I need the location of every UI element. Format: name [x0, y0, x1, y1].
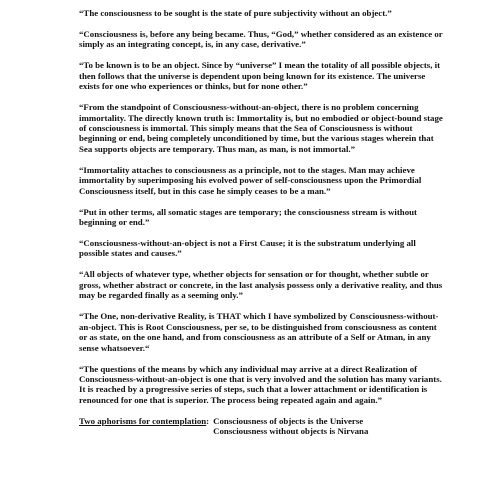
quote-paragraph: “From the standpoint of Consciousness-without-an-object, there is no problem concerning immortality. The directly known truth is: Immortality is, but no embodied or object-bound stage of consciousness is immortal. This simply means that the Sea of Consciousness is without beginning or end, being completely unconditioned by time, but the various stages wherein that Sea supports objects are temporary. Thus man, as man, is not immortal.” [79, 102, 443, 154]
aphorisms-section [79, 416, 445, 437]
quote-paragraph: “Consciousness is, before any being became. Thus, “God,” whether considered as an existence or simply as an integrating concept, is, in any case, derivative.” [79, 29, 443, 50]
quote-paragraph: “The consciousness to be sought is the state of pure subjectivity without an object.” [79, 8, 392, 18]
aphorisms-list [213, 416, 445, 437]
aphorisms-colon: : [206, 415, 210, 426]
quote-paragraph: “Immortality attaches to consciousness as a principle, not to the stages. Man may achieve immortality by superimposing his evolved power of self-consciousness upon the Primordial Consciousness itself, but in this case he simply ceases to be a man.” [79, 164, 422, 196]
aphorism-item: Consciousness of objects is the Universe [213, 415, 364, 426]
quote-paragraph: “The One, non-derivative Reality, is THAT which I have symbolized by Consciousness-without-an-object. This is Root Consciousness, per se, to be distinguished from consciousness as content or as state, on the one hand, and from consciousness as an attribute of a Self or Atman, in any sense whatsoever.“ [79, 311, 439, 353]
quote-paragraph: “Consciousness-without-an-object is not a First Cause; it is the substratum underlying all possible states and causes.” [79, 238, 416, 259]
quote-paragraph: “All objects of whatever type, whether objects for sensation or for thought, whether subtle or gross, whether abstract or concrete, in the last analysis possess only a derivative reality, and thus may be regarded finally as a seeming only.” [79, 269, 443, 301]
aphorisms-heading: Two aphorisms for contemplation [79, 415, 207, 426]
aphorism-item: Consciousness without objects is Nirvana [213, 426, 369, 437]
quote-paragraph: “The questions of the means by which any individual may arrive at a direct Realization of Consciousness-without-an-object is one that is very involved and the solution has many variants. It is reached by a progressive series of steps, such that a lower attachment or identification is renounced for one that is superior. The process being repeated again and again.” [79, 363, 442, 405]
quote-paragraph: “To be known is to be an object. Since by “universe” I mean the totality of all possible objects, it then follows that the universe is dependent upon being known for its existence. The universe exists for one who experiences or thinks, but for none other.” [79, 60, 441, 92]
document-body [79, 8, 445, 437]
quote-paragraph: “Put in other terms, all somatic stages are temporary; the consciousness stream is without beginning or end.” [79, 206, 417, 228]
